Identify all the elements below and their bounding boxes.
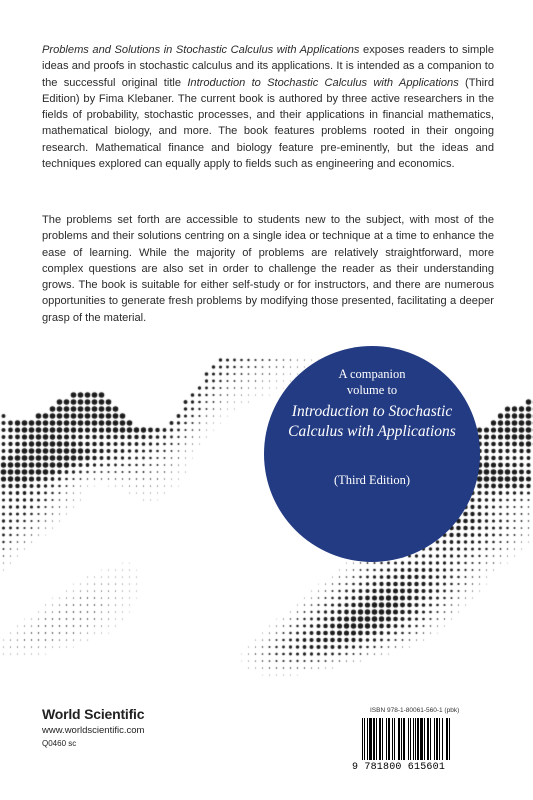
barcode-bar bbox=[415, 718, 416, 760]
barcode-bar bbox=[369, 718, 372, 760]
badge-line-1: A companion bbox=[338, 367, 406, 381]
badge-title: Introduction to Stochastic Calculus with Applications bbox=[288, 403, 456, 440]
barcode-bar bbox=[436, 718, 438, 760]
barcode-bar bbox=[408, 718, 409, 760]
barcode-bar bbox=[386, 718, 387, 760]
barcode-bar bbox=[424, 718, 425, 760]
barcode-bar bbox=[373, 718, 375, 760]
blurb-text: exposes readers to simple ideas and proofs in stochastic calculus and its applications. It is intended as a companion to the successful original title bbox=[42, 44, 495, 89]
companion-badge bbox=[264, 346, 480, 562]
barcode-bar bbox=[388, 718, 390, 760]
product-code: Q0460 sc bbox=[42, 739, 77, 748]
original-title-inline: Introduction to Stochastic Calculus with Applications bbox=[187, 76, 459, 89]
barcode-bars bbox=[356, 716, 488, 762]
barcode-bar bbox=[413, 718, 414, 760]
barcode-bar bbox=[392, 718, 393, 760]
barcode-bar bbox=[449, 718, 450, 760]
publisher-block bbox=[42, 706, 144, 749]
barcode-bar bbox=[430, 718, 431, 760]
barcode-bar bbox=[420, 718, 423, 760]
barcode-bar bbox=[364, 718, 365, 760]
barcode-bar bbox=[398, 718, 400, 760]
barcode-bar bbox=[434, 718, 435, 760]
barcode-bar bbox=[379, 718, 381, 760]
barcode-bar bbox=[362, 718, 363, 760]
barcode-bar bbox=[376, 718, 377, 760]
publisher-url: www.worldscientific.com bbox=[42, 725, 145, 736]
barcode-bar bbox=[442, 718, 443, 760]
badge-edition: (Third Edition) bbox=[333, 473, 411, 487]
barcode-bar bbox=[410, 718, 411, 760]
barcode-bar bbox=[427, 718, 429, 760]
barcode-digits: 9 781800 615601 bbox=[352, 762, 446, 773]
blurb-paragraph-2 bbox=[42, 212, 494, 326]
barcode-bar bbox=[403, 718, 405, 760]
barcode-bar bbox=[394, 718, 395, 760]
barcode bbox=[356, 716, 488, 762]
blurb-text: The problems set forth are accessible to students new to the subject, with most of the problems and their solutions centring on a single idea or technique at a time to enhance the ease of learning. While the majority of problems are relatively straightforward, more complex questions are also set in order to challenge the reader as their understanding grows. The book is suitable for either self-study or for instructors, and there are numerous opportunities to generate fresh problems by modifying those presented, facilitating a deeper grasp of the material. bbox=[42, 214, 494, 324]
barcode-bar bbox=[446, 718, 448, 760]
publisher-name: World Scientific bbox=[42, 706, 145, 722]
barcode-bar bbox=[367, 718, 368, 760]
badge-line-2: volume to bbox=[346, 383, 398, 397]
blurb-paragraph-1 bbox=[42, 42, 494, 172]
barcode-bar bbox=[439, 718, 440, 760]
barcode-bar bbox=[417, 718, 419, 760]
blurb-text: (Third Edition) by Fima Klebaner. The current book is authored by three active researchers in the fields of probability, stochastic processes, and their applications in financial mathematics, mathematical biology, and more. The book features problems rooted in their ongoing research. Mathematical finance and biology feature pre-eminently, but the ideas and techniques explored can equally apply to fields such as engineering and economics. bbox=[42, 76, 494, 171]
barcode-bar bbox=[401, 718, 402, 760]
isbn-label: ISBN 978-1-80061-560-1 (pbk) bbox=[370, 707, 460, 714]
barcode-bar bbox=[382, 718, 383, 760]
book-title-inline: Problems and Solutions in Stochastic Calculus with Applications bbox=[42, 44, 360, 56]
